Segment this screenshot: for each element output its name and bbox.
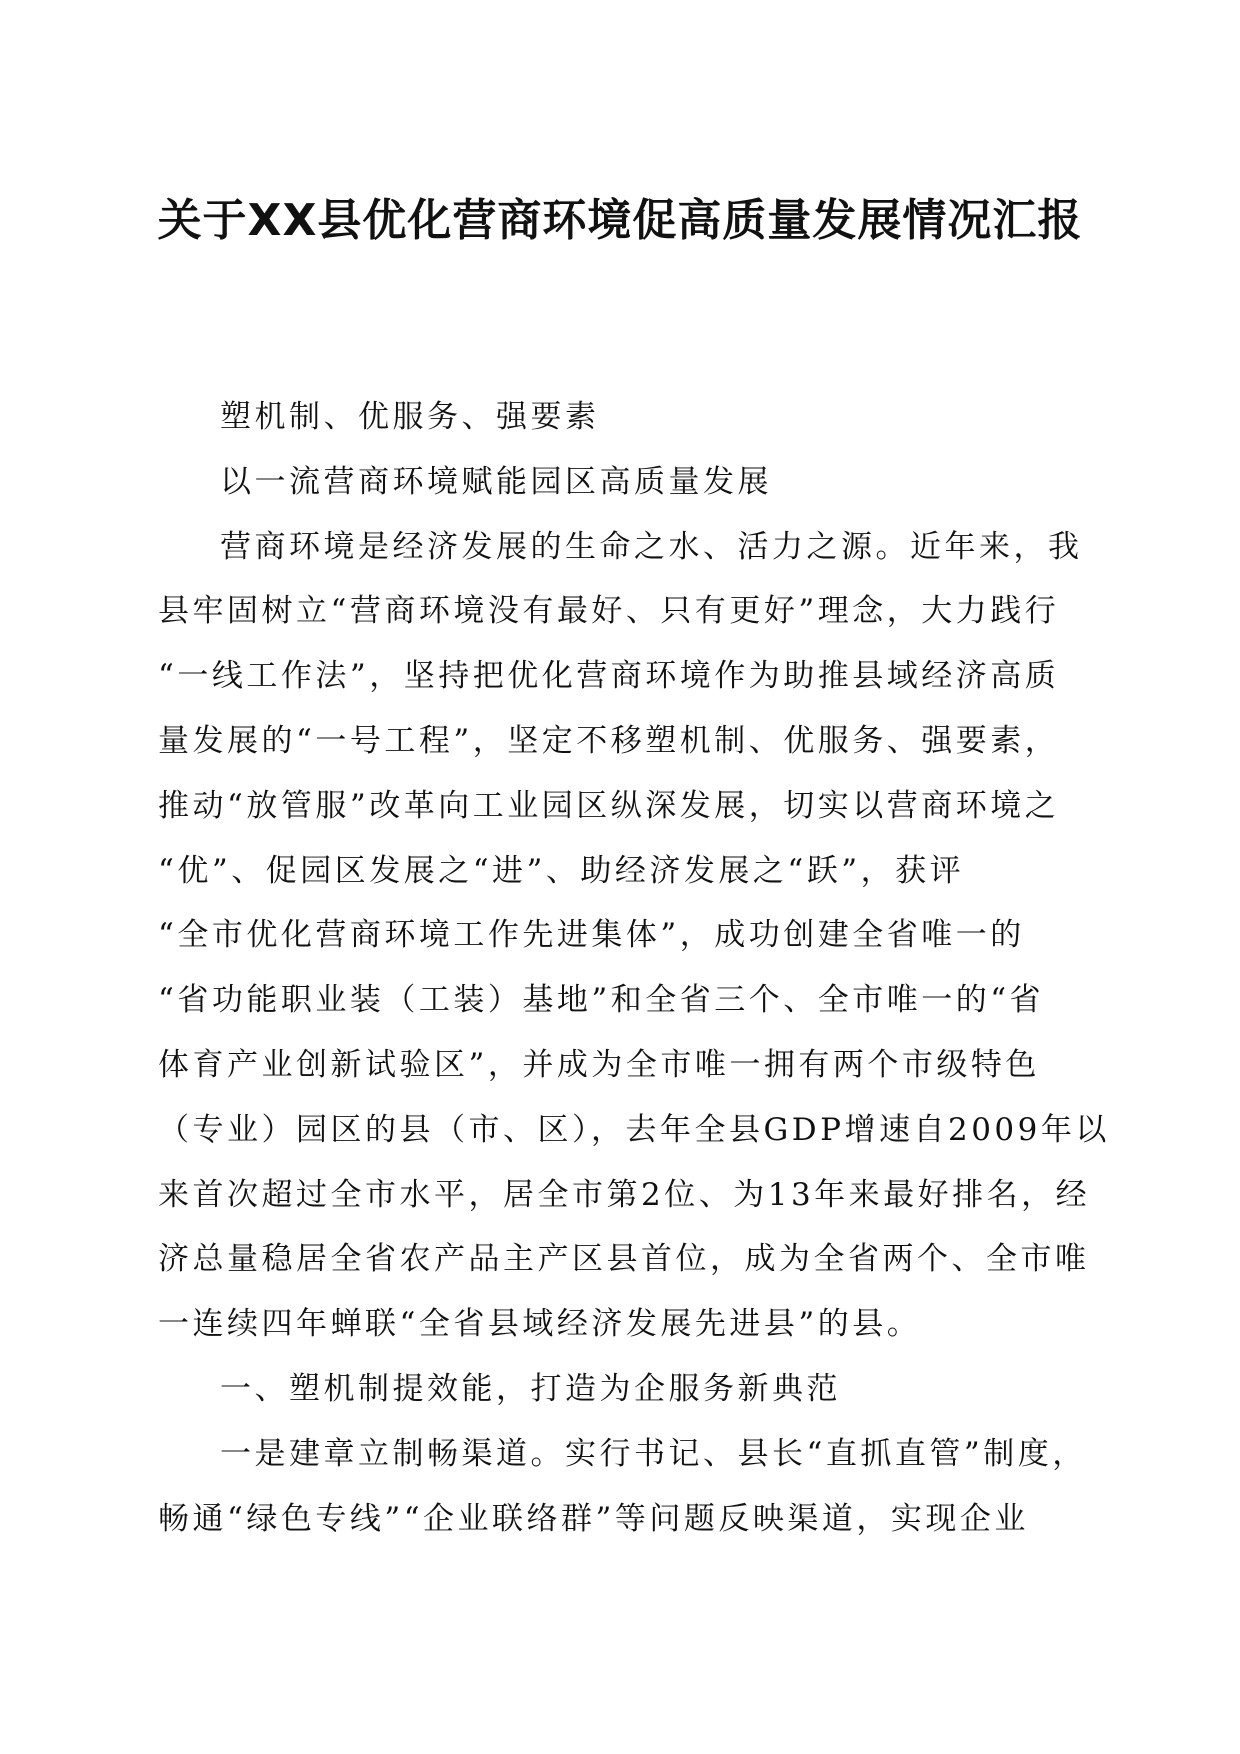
intro-line: 推动“放管服”改革向工业园区纵深发展，切实以营商环境之 [158, 787, 1060, 824]
document-title: 关于XX县优化营商环境促高质量发展情况汇报 [157, 195, 1083, 246]
subtitle-line-1: 塑机制、优服务、强要素 [220, 399, 600, 435]
subtitle-line-2: 以一流营商环境赋能园区高质量发展 [220, 463, 772, 500]
intro-line: 一连续四年蝉联“全省县域经济发展先进县”的县。 [158, 1306, 922, 1343]
intro-paragraph [158, 515, 1110, 1357]
intro-line: 来首次超过全市水平，居全市第2位、为13年来最好排名，经 [158, 1176, 1091, 1213]
section-1-line: 畅通“绿色专线”“企业联络群”等问题反映渠道，实现企业 [158, 1500, 1029, 1537]
intro-line: “一线工作法”，坚持把优化营商环境作为助推县域经济高质 [158, 658, 1060, 695]
intro-line: 县牢固树立“营商环境没有最好、只有更好”理念，大力践行 [158, 593, 1060, 630]
intro-line: “省功能职业装（工装）基地”和全省三个、全市唯一的“省 [158, 982, 1045, 1019]
intro-line: 济总量稳居全省农产品主产区县首位，成为全省两个、全市唯 [158, 1241, 1090, 1278]
section-1-line: 一是建章立制畅渠道。实行书记、县长“直抓直管”制度， [220, 1435, 1087, 1472]
document-body [158, 385, 1110, 1551]
intro-line: “优”、促园区发展之“进”、助经济发展之“跃”，获评 [158, 852, 965, 889]
intro-line: 营商环境是经济发展的生命之水、活力之源。近年来，我 [220, 528, 1083, 565]
intro-line: “全市优化营商环境工作先进集体”，成功创建全省唯一的 [158, 917, 1025, 954]
intro-line: 体育产业创新试验区”，并成为全市唯一拥有两个市级特色 [158, 1046, 1040, 1083]
intro-line: 量发展的“一号工程”，坚定不移塑机制、优服务、强要素， [158, 722, 1060, 759]
section-1-heading: 一、塑机制提效能，打造为企服务新典范 [220, 1370, 841, 1407]
section-1-paragraph [158, 1422, 1087, 1552]
intro-line: （专业）园区的县（市、区），去年全县GDP增速自2009年以 [158, 1111, 1110, 1148]
